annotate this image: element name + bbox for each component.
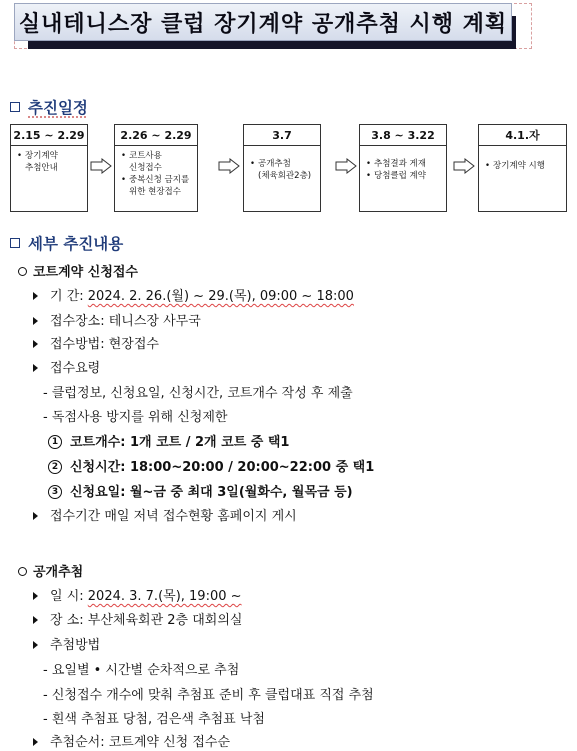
application-guide-line-2: - 독점사용 방지를 위해 신청제한	[43, 410, 228, 425]
arrow-right-icon	[335, 158, 357, 174]
circle-bullet-icon	[18, 567, 27, 576]
triangle-bullet-icon	[33, 364, 38, 372]
timeline-step-item: • 코트사용 신청접수	[121, 150, 194, 174]
timeline-step-item: • 장기계약 시행	[485, 160, 563, 172]
draw-method-line-2: - 신청접수 개수에 맞춰 추첨표 준비 후 클럽대표 직접 추첨	[43, 688, 374, 703]
triangle-bullet-icon	[33, 512, 38, 520]
triangle-bullet-icon	[33, 592, 38, 600]
draw-date: 일 시: 2024. 3. 7.(목), 19:00 ~	[33, 585, 242, 604]
triangle-bullet-icon	[33, 616, 38, 624]
section-schedule-label: 추진일정	[28, 99, 88, 117]
timeline-step-date: 2.26 ~ 2.29	[115, 125, 197, 146]
detail-heading-draw: 공개추첨	[18, 561, 83, 580]
circled-number-2: 2	[48, 460, 62, 474]
application-guide: 접수요령	[33, 357, 100, 376]
timeline-step-2	[114, 124, 198, 212]
timeline-step-item: • 추첨결과 게재	[366, 158, 443, 170]
draw-order: 추첨순서: 코트계약 신청 접수순	[33, 731, 230, 750]
triangle-bullet-icon	[33, 340, 38, 348]
timeline-step-1	[10, 124, 88, 212]
limit-item-1: 1 코트개수: 1개 코트 / 2개 코트 중 택1	[48, 431, 289, 450]
timeline-step-4	[359, 124, 447, 212]
triangle-bullet-icon	[33, 292, 38, 300]
timeline-step-date: 2.15 ~ 2.29	[11, 125, 87, 146]
application-period: 기 간: 2024. 2. 26.(월) ~ 29.(목), 09:00 ~ 18:00	[33, 285, 354, 304]
circled-number-1: 1	[48, 435, 62, 449]
limit-item-2: 2 신청시간: 18:00~20:00 / 20:00~22:00 중 택1	[48, 456, 374, 475]
draw-method-line-3: - 흰색 추첨표 당첨, 검은색 추첨표 낙첨	[43, 712, 265, 727]
draw-method-line-1: - 요일별 • 시간별 순차적으로 추첨	[43, 663, 240, 678]
circle-bullet-icon	[18, 267, 27, 276]
triangle-bullet-icon	[33, 317, 38, 325]
draw-method: 추첨방법	[33, 634, 100, 653]
application-place: 접수장소: 테니스장 사무국	[33, 310, 201, 329]
application-notice: 접수기간 매일 저녁 접수현황 홈페이지 게시	[33, 505, 297, 524]
square-bullet-icon	[10, 102, 20, 112]
timeline-step-3	[243, 124, 321, 212]
section-detail-label: 세부 추진내용	[28, 235, 124, 253]
draw-place: 장 소: 부산체육회관 2층 대회의실	[33, 609, 242, 628]
timeline-step-item: • 당첨클럽 계약	[366, 170, 443, 182]
limit-item-3: 3 신청요일: 월~금 중 최대 3일(월화수, 월목금 등)	[48, 481, 353, 500]
timeline-step-item: • 장기계약 추첨안내	[17, 150, 84, 174]
triangle-bullet-icon	[33, 738, 38, 746]
arrow-right-icon	[218, 158, 240, 174]
section-schedule-heading	[10, 96, 88, 118]
timeline-step-date: 3.7	[244, 125, 320, 146]
arrow-right-icon	[90, 158, 112, 174]
timeline-step-item: • 공개추첨 (체육회관2층)	[250, 158, 317, 182]
application-guide-line-1: - 클럽정보, 신청요일, 신청시간, 코트개수 작성 후 제출	[43, 386, 353, 401]
section-detail-heading	[10, 232, 123, 254]
timeline-step-5	[478, 124, 567, 212]
page-title: 실내테니스장 클럽 장기계약 공개추첨 시행 계획	[14, 3, 512, 41]
timeline-step-item: • 중복신청 금지를 위한 현장접수	[121, 174, 194, 198]
timeline-step-date: 3.8 ~ 3.22	[360, 125, 446, 146]
circled-number-3: 3	[48, 485, 62, 499]
detail-heading-application: 코트계약 신청접수	[18, 261, 138, 280]
square-bullet-icon	[10, 238, 20, 248]
triangle-bullet-icon	[33, 641, 38, 649]
application-method: 접수방법: 현장접수	[33, 333, 159, 352]
arrow-right-icon	[453, 158, 475, 174]
timeline-step-date: 4.1.자	[479, 125, 566, 146]
